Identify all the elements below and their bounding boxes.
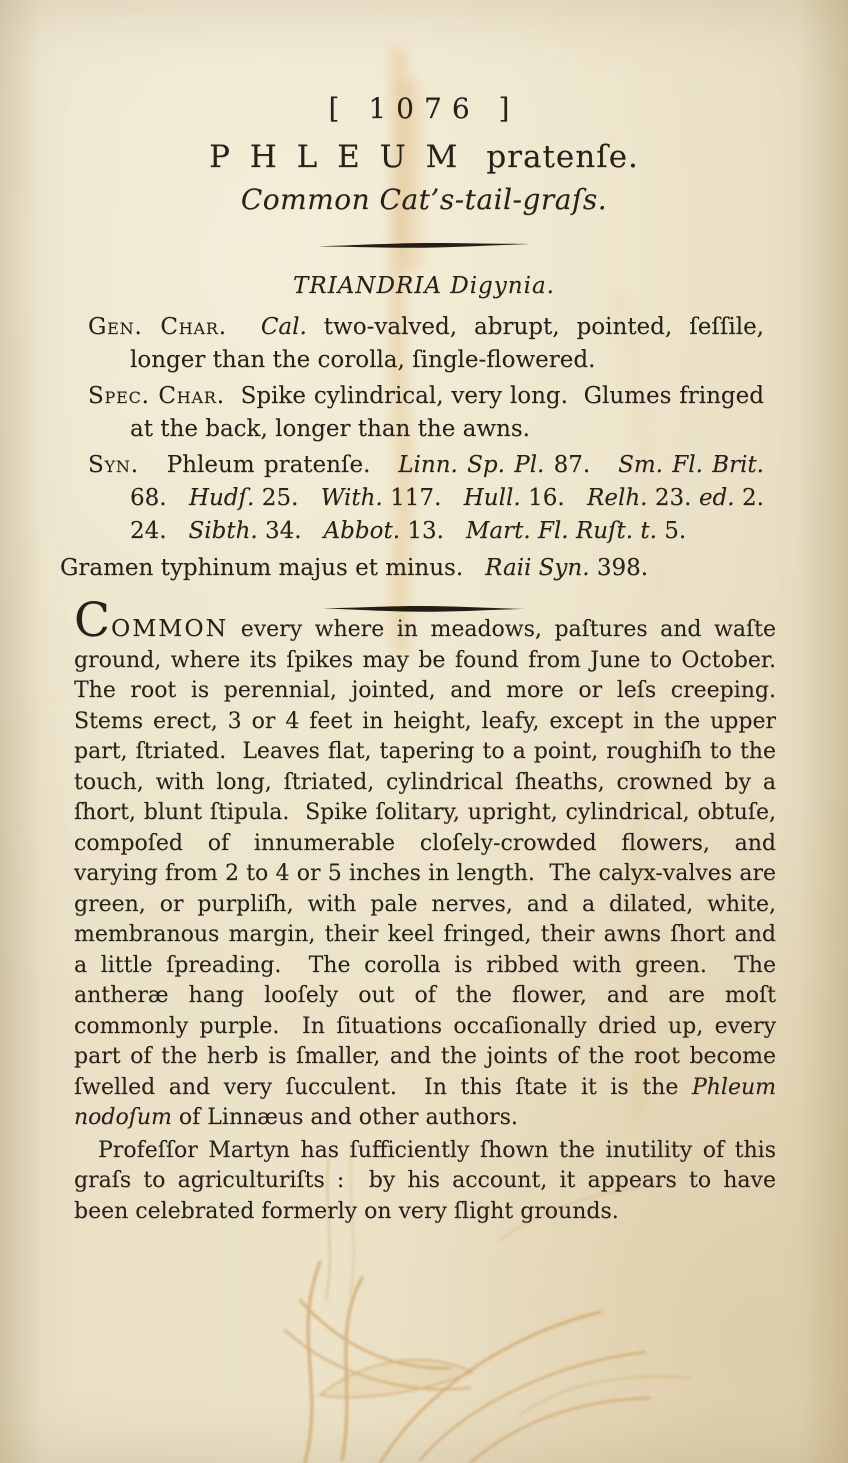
commentary-paragraph xyxy=(74,1136,783,1228)
text-segment: Linn. Sp. Pl. xyxy=(398,452,545,478)
species-name: pratenſe. xyxy=(486,139,639,175)
text-segment: 34. xyxy=(257,518,324,544)
text-segment: 87. xyxy=(544,452,619,478)
text-segment: Gramen typhinum majus et minus. xyxy=(60,555,486,581)
description-text xyxy=(74,593,790,1227)
text-segment: 117. xyxy=(382,485,464,511)
page-title xyxy=(0,139,848,175)
section-divider-rule xyxy=(323,604,525,613)
text-segment: Mart. Fl. Ruſt. t. xyxy=(465,518,657,544)
text-segment: 25. xyxy=(254,485,321,511)
text-segment: Cal. xyxy=(260,314,307,340)
text-segment: 16. xyxy=(520,485,588,511)
description-paragraph xyxy=(74,593,790,1134)
text-segment: With. xyxy=(320,485,383,511)
text-segment: 23. xyxy=(647,485,699,511)
text-segment: Hudſ. xyxy=(188,485,255,511)
text-segment: Sibth. xyxy=(188,518,258,544)
text-segment: of Linnæus and other authors. xyxy=(171,1105,518,1130)
text-segment: 398. xyxy=(589,555,649,581)
text-segment: two-valved, abrupt, pointed, ſeſſile, longer than the corolla, ſingle-flowered. xyxy=(130,314,772,373)
synonym-line xyxy=(60,552,764,585)
text-segment: C xyxy=(74,593,111,648)
specific-character-entry xyxy=(88,380,772,446)
text-segment: 2. 24. xyxy=(130,485,772,544)
entry-block xyxy=(60,311,772,585)
text-segment: Gen. Char. xyxy=(88,314,227,340)
text-segment: Syn. xyxy=(88,452,139,478)
page-content xyxy=(0,92,848,1227)
text-segment: ed. xyxy=(698,485,735,511)
text-segment: Abbot. xyxy=(323,518,401,544)
text-segment: Sm. Fl. Brit. xyxy=(618,452,764,478)
text-segment: Spec. Char. xyxy=(88,383,225,409)
genus-name: P H L E U M xyxy=(209,139,463,175)
text-segment: Phleum pratenſe. xyxy=(138,452,399,478)
text-segment: Raii Syn. xyxy=(485,555,590,581)
common-name: Common Cat’s-tail-graſs. xyxy=(240,183,608,216)
section-divider-rule xyxy=(318,241,530,250)
text-segment: OMMON xyxy=(110,614,229,642)
text-segment xyxy=(227,314,261,340)
text-segment: every where in meadows, paſtures and waſte ground, where its ſpikes may be found from June to October. The root is perennial, jointed, and more or leſs creeping. Stems erect, 3 or 4 feet in height, leafy, except in the upper part, ſtriated. Leaves flat, tapering to a point, roughiſh to the touch, with long, ſtriated, cylindrical ſheaths, crowned by a ſhort, blunt ſtipula. Spike ſolitary, upright, cylindrical, obtuſe, compoſed of innumerable cloſely-crowded flowers, and varying from 2 to 4 or 5 inches in length. The calyx-valves are green, or purpliſh, with pale nerves, and a dilated, white, membranous margin, their keel fringed, their awns ſhort and a little ſpreading. The corolla is ribbed with green. The antheræ hang looſely out of the flower, and are moſt commonly purple. In ſituations occaſionally dried up, every part of the herb is ſmaller, and the joints of the root become ſwelled and very ſucculent. In this ſtate it is the xyxy=(74,617,790,1100)
text-segment: Relh. xyxy=(587,485,648,511)
text-segment: Profeſſor Martyn has ſufficiently ſhown the inutility of this graſs to agriculturiſts : by his account, it appears to have been celebrated formerly on very ſlight grounds. xyxy=(74,1137,783,1224)
synonym-entry xyxy=(88,449,772,548)
text-segment: 5. xyxy=(656,518,687,544)
text-segment: 68. xyxy=(130,452,772,511)
generic-character-entry xyxy=(88,311,772,377)
text-segment: Phleum nodoſum xyxy=(74,1074,783,1130)
text-segment: 13. xyxy=(400,518,466,544)
page-number: [ 1076 ] xyxy=(328,92,520,125)
text-segment: Hull. xyxy=(463,485,521,511)
text-segment: Spike cylindrical, very long. Glumes fringed at the back, longer than the awns. xyxy=(130,383,772,442)
classification-heading: TRIANDRIA Digynia. xyxy=(293,273,555,299)
